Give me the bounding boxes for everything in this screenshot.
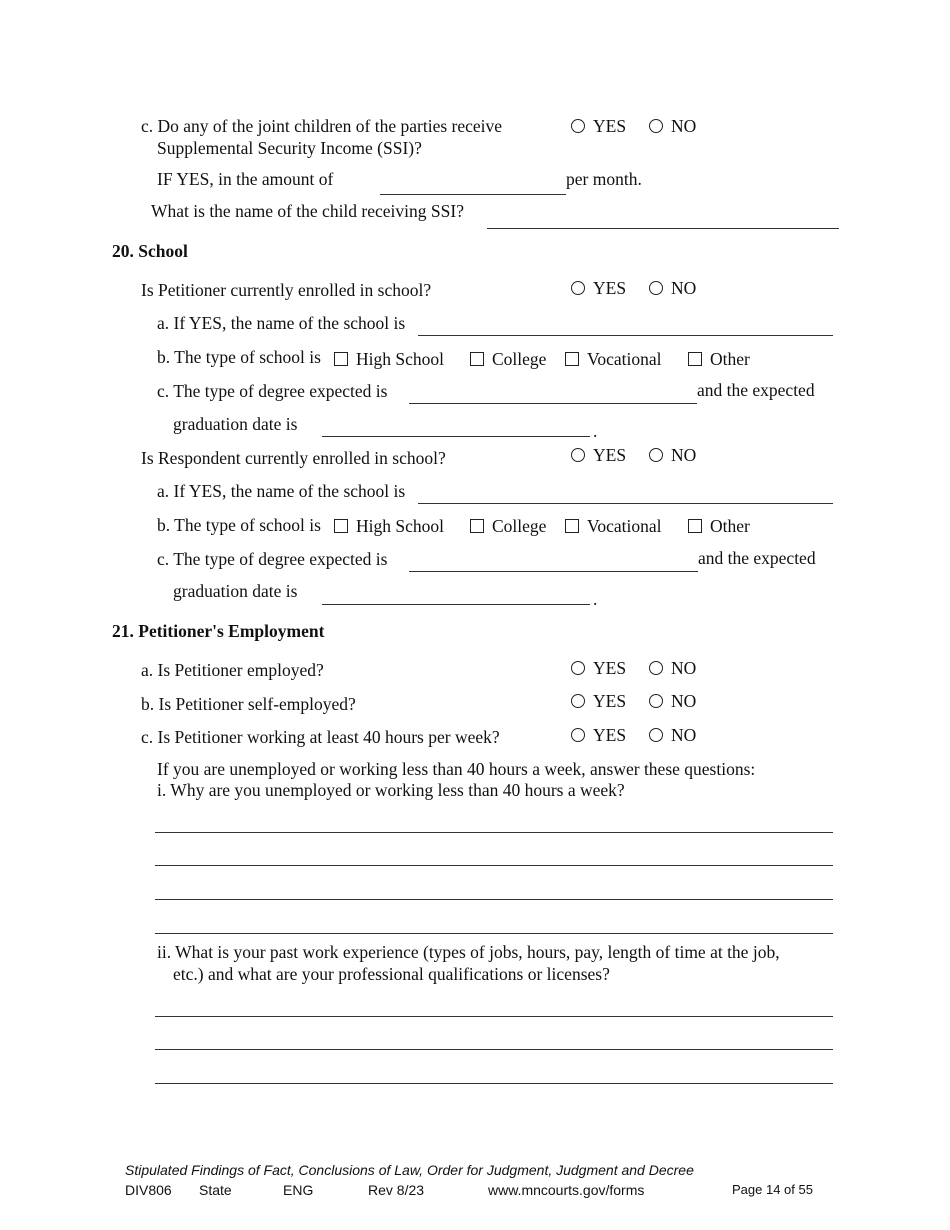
self-employed-question: b. Is Petitioner self-employed? [141,694,356,714]
pet-vocational-label: Vocational [587,349,662,369]
resp-type-other[interactable] [688,516,750,538]
pet-school-name-label: a. If YES, the name of the school is [157,313,406,333]
ssi-child-name-field[interactable] [487,228,839,229]
employed-no-radio[interactable] [649,661,663,675]
ssi-question-line2: Supplemental Security Income (SSI)? [157,138,422,158]
resp-school-no-label: NO [671,445,697,465]
resp-school-type-label: b. The type of school is [157,515,321,535]
footer-page-number: Page 14 of 55 [732,1182,813,1197]
employment-heading: 21. Petitioner's Employment [112,621,325,641]
pet-grad-field[interactable] [322,436,590,437]
ssi-amount-label: IF YES, in the amount of [157,169,334,189]
resp-degree-suffix: and the expected [698,548,816,568]
resp-degree-field[interactable] [409,571,698,572]
ssi-child-name-label: What is the name of the child receiving SSI? [151,201,464,221]
pet-college-checkbox[interactable] [470,352,484,366]
ssi-no-radio[interactable] [649,119,663,133]
resp-grad-period: . [593,589,598,609]
resp-other-checkbox[interactable] [688,519,702,533]
question-i: i. Why are you unemployed or working less than 40 hours a week? [157,780,625,800]
resp-vocational-label: Vocational [587,516,662,536]
ssi-yes-option[interactable] [571,116,626,138]
resp-type-college[interactable] [470,516,546,538]
pet-grad-label: graduation date is [173,414,298,434]
pet-degree-suffix: and the expected [697,380,815,400]
resp-highschool-checkbox[interactable] [334,519,348,533]
self-employed-yes-label: YES [593,691,627,711]
answer-i-line-3[interactable] [155,899,833,900]
forty-hours-no-option[interactable] [649,725,696,747]
pet-school-yes-option[interactable] [571,278,626,300]
forty-hours-yes-label: YES [593,725,627,745]
footer-form-id: DIV806 [125,1182,172,1198]
resp-grad-label: graduation date is [173,581,298,601]
ssi-yes-radio[interactable] [571,119,585,133]
resp-school-no-option[interactable] [649,445,696,467]
self-employed-no-label: NO [671,691,697,711]
employed-yes-label: YES [593,658,627,678]
pet-school-yes-label: YES [593,278,627,298]
employed-no-option[interactable] [649,658,696,680]
pet-degree-field[interactable] [409,403,697,404]
pet-school-no-radio[interactable] [649,281,663,295]
self-employed-no-option[interactable] [649,691,696,713]
resp-school-question: Is Respondent currently enrolled in school? [141,448,446,468]
question-ii-line2: etc.) and what are your professional qualifications or licenses? [173,964,610,984]
pet-college-label: College [492,349,547,369]
ssi-yes-label: YES [593,116,627,136]
resp-highschool-label: High School [356,516,444,536]
ssi-amount-suffix: per month. [566,169,642,189]
resp-school-name-label: a. If YES, the name of the school is [157,481,406,501]
ssi-amount-field[interactable] [380,194,566,195]
resp-grad-field[interactable] [322,604,590,605]
answer-ii-line-1[interactable] [155,1016,833,1017]
forty-hours-question: c. Is Petitioner working at least 40 hours per week? [141,727,500,747]
self-employed-yes-radio[interactable] [571,694,585,708]
school-heading: 20. School [112,241,188,261]
forty-hours-no-radio[interactable] [649,728,663,742]
resp-school-yes-radio[interactable] [571,448,585,462]
pet-school-no-option[interactable] [649,278,696,300]
pet-school-no-label: NO [671,278,697,298]
self-employed-yes-option[interactable] [571,691,626,713]
footer-title: Stipulated Findings of Fact, Conclusions of Law, Order for Judgment, Judgment and Decree [125,1162,694,1178]
ssi-question-line1: c. Do any of the joint children of the parties receive [141,116,503,136]
pet-school-name-field[interactable] [418,335,833,336]
pet-school-type-label: b. The type of school is [157,347,321,367]
answer-i-line-1[interactable] [155,832,833,833]
footer-lang: ENG [283,1182,314,1198]
answer-ii-line-2[interactable] [155,1049,833,1050]
resp-degree-label: c. The type of degree expected is [157,549,388,569]
resp-type-vocational[interactable] [565,516,662,538]
footer-rev: Rev 8/23 [368,1182,425,1198]
pet-school-question: Is Petitioner currently enrolled in school? [141,280,432,300]
resp-college-label: College [492,516,547,536]
pet-highschool-label: High School [356,349,444,369]
pet-highschool-checkbox[interactable] [334,352,348,366]
resp-vocational-checkbox[interactable] [565,519,579,533]
pet-vocational-checkbox[interactable] [565,352,579,366]
resp-school-name-field[interactable] [418,503,833,504]
footer-url[interactable]: www.mncourts.gov/forms [488,1182,645,1198]
forty-hours-no-label: NO [671,725,697,745]
pet-other-checkbox[interactable] [688,352,702,366]
employed-no-label: NO [671,658,697,678]
resp-type-highschool[interactable] [334,516,444,538]
resp-other-label: Other [710,516,750,536]
forty-hours-yes-radio[interactable] [571,728,585,742]
resp-college-checkbox[interactable] [470,519,484,533]
pet-type-highschool[interactable] [334,349,444,371]
footer-state: State [199,1182,232,1198]
ssi-no-label: NO [671,116,697,136]
pet-other-label: Other [710,349,750,369]
resp-school-no-radio[interactable] [649,448,663,462]
pet-type-vocational[interactable] [565,349,662,371]
pet-type-college[interactable] [470,349,546,371]
employed-yes-option[interactable] [571,658,626,680]
pet-degree-label: c. The type of degree expected is [157,381,388,401]
pet-type-other[interactable] [688,349,750,371]
unemployed-intro: If you are unemployed or working less than 40 hours a week, answer these questions: [157,759,756,779]
answer-ii-line-3[interactable] [155,1083,833,1084]
forty-hours-yes-option[interactable] [571,725,626,747]
pet-school-yes-radio[interactable] [571,281,585,295]
ssi-no-option[interactable] [649,116,696,138]
answer-i-line-2[interactable] [155,865,833,866]
self-employed-no-radio[interactable] [649,694,663,708]
resp-school-yes-option[interactable] [571,445,626,467]
answer-i-line-4[interactable] [155,933,833,934]
resp-school-yes-label: YES [593,445,627,465]
employed-yes-radio[interactable] [571,661,585,675]
pet-grad-period: . [593,421,598,441]
question-ii-line1: ii. What is your past work experience (types of jobs, hours, pay, length of time at the job, [157,942,780,962]
employed-question: a. Is Petitioner employed? [141,660,324,680]
